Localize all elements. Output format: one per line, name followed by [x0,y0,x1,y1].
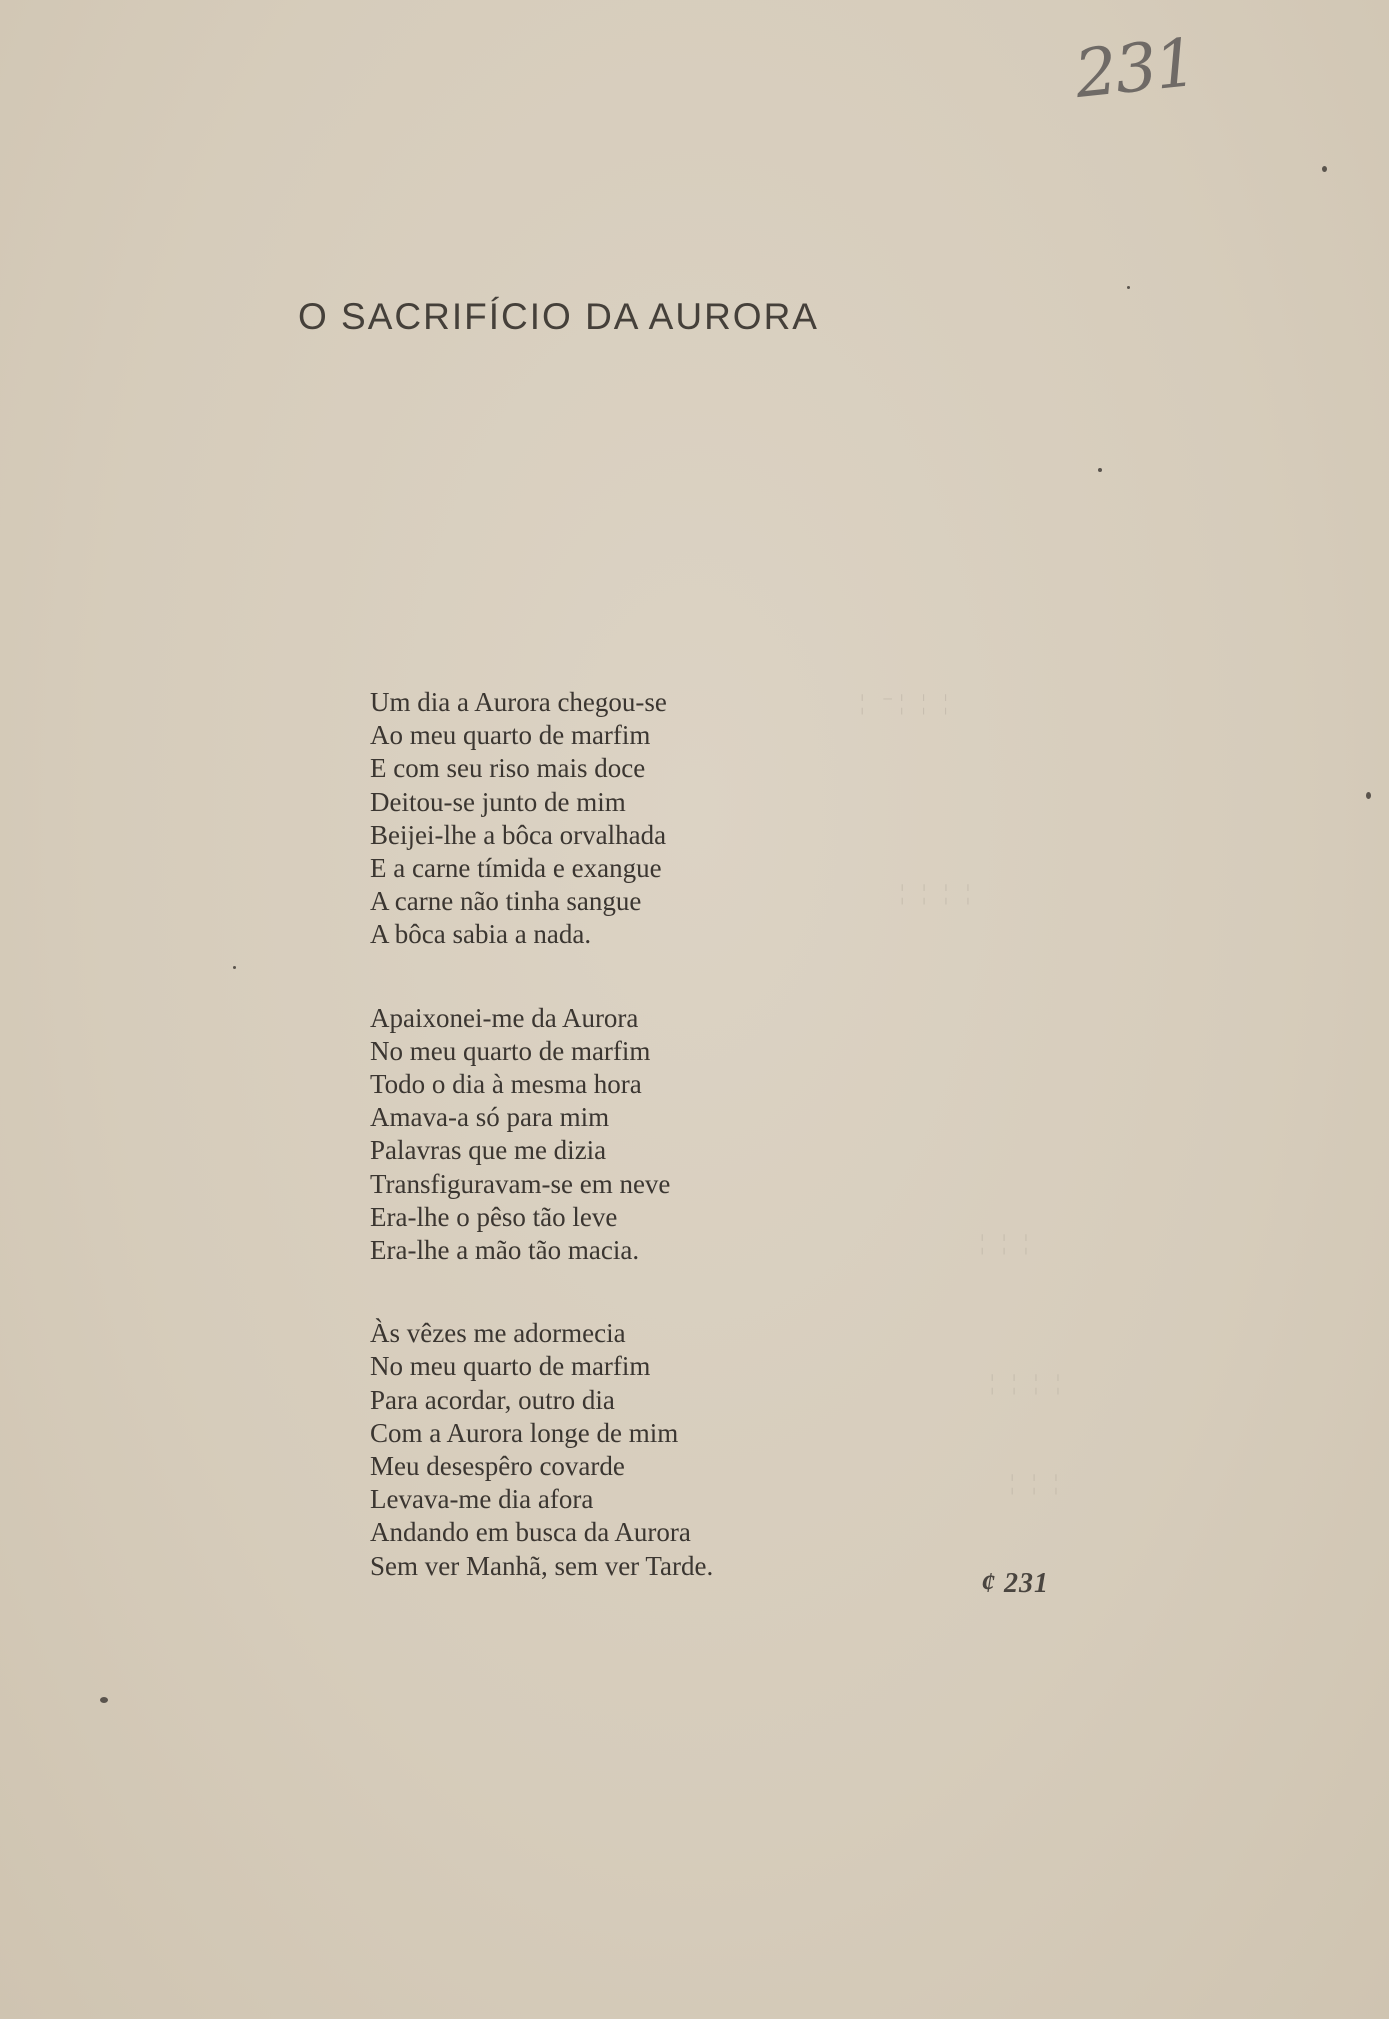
show-through-marks: ¦ ¦ ¦ ¦ [990,1370,1067,1395]
paper-speck [1322,166,1327,172]
verse-line: No meu quarto de marfim [370,1035,651,1066]
show-through-marks: ¦ ¦ ¦ ¦ [900,880,977,905]
paper-speck [1366,792,1371,799]
paper-speck [233,966,236,969]
verse-line: Era-lhe a mão tão macia. [370,1235,640,1266]
verse-line: Levava-me dia afora [370,1484,594,1515]
verse-line: Era-lhe o pêso tão leve [370,1201,618,1232]
handwritten-page-number: 231 [1071,23,1199,114]
stanza-3 [370,1317,930,1583]
verse-line: Palavras que me dizia [370,1135,607,1166]
verse-line: Um dia a Aurora chegou-se [370,687,667,717]
show-through-marks: ¦ ¦ ¦ [1010,1470,1065,1495]
verse-line: E com seu riso mais doce [370,753,646,784]
stanza-2 [370,1002,930,1268]
paper-speck [100,1697,108,1703]
verse-line: A bôca sabia a nada. [370,919,592,950]
verse-line: Às vêzes me adormecia [370,1318,626,1349]
verse-line: A carne não tinha sangue [370,886,642,917]
poem-title: O SACRIFÍCIO DA AURORA [298,296,819,337]
paper-speck [1127,286,1130,289]
show-through-marks: ¦ ¦ ¦ [980,1230,1035,1255]
verse-line: E a carne tímida e exangue [370,853,662,884]
stanza-1 [370,686,930,952]
verse-line: Meu desespêro covarde [370,1451,625,1482]
verse-line: Sem ver Manhã, sem ver Tarde. [370,1550,714,1581]
verse-line: Com a Aurora longe de mim [370,1417,679,1448]
verse-line: Deitou-se junto de mim [370,786,626,817]
poem-body [370,686,930,1633]
show-through-marks: ¦ ⁻¦ ¦ ¦ [860,690,954,715]
verse-line: Apaixonei-me da Aurora [370,1002,639,1033]
printed-folio-mark: ¢ 231 [981,1568,1049,1599]
verse-line: No meu quarto de marfim [370,1351,651,1382]
verse-line: Amava-a só para mim [370,1102,610,1133]
verse-line: Andando em busca da Aurora [370,1517,691,1548]
verse-line: Transfiguravam-se em neve [370,1168,671,1199]
verse-line: Para acordar, outro dia [370,1384,615,1415]
verse-line: Beijei-lhe a bôca orvalhada [370,819,667,850]
verse-line: Ao meu quarto de marfim [370,720,651,751]
verse-line: Todo o dia à mesma hora [370,1069,642,1100]
paper-speck [1098,468,1102,472]
